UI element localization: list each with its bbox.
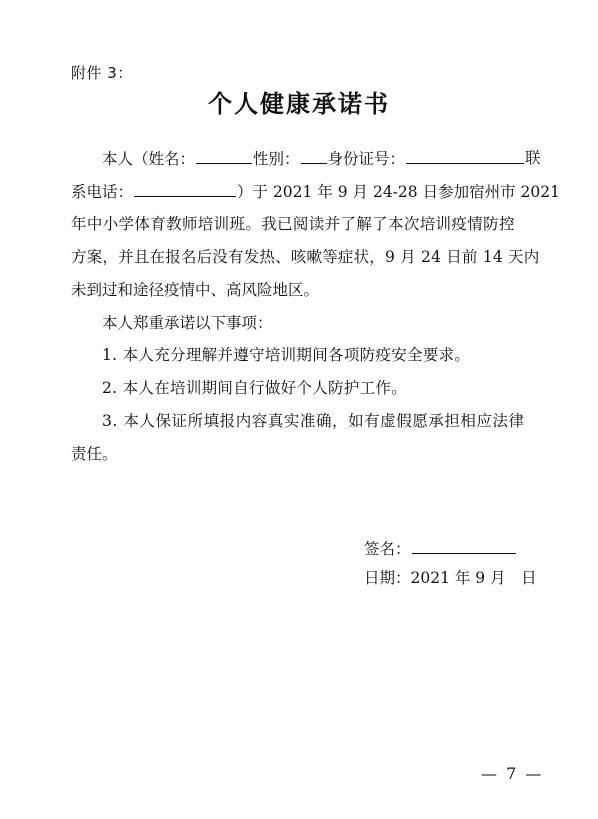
name-blank	[196, 148, 252, 164]
id-label: 身份证号：	[327, 150, 406, 168]
date-line: 日期：2021 年 9 月 日	[364, 569, 537, 587]
name-label: 本人（姓名：	[102, 150, 196, 168]
document-title: 个人健康承诺书	[208, 89, 390, 118]
page-number: — 7 —	[481, 764, 544, 783]
gender-label: 性别：	[253, 150, 300, 168]
body-line-4: 方案，并且在报名后没有发热、咳嗽等症状，9 月 24 日前 14 天内	[71, 248, 540, 266]
pledge-item-1: 1. 本人充分理解并遵守培训期间各项防疫安全要求。	[102, 346, 471, 364]
gender-blank	[301, 148, 327, 164]
phone-label: 系电话：	[71, 183, 134, 201]
signature-label: 签名：	[364, 540, 411, 558]
phone-label-start: 联	[525, 149, 541, 167]
body-line-5: 未到过和途径疫情中、高风险地区。	[71, 281, 320, 299]
body-line-3: 年中小学体育教师培训班。我已阅读并了解了本次培训疫情防控	[71, 215, 515, 233]
phone-blank	[134, 181, 236, 197]
line1-segment	[102, 148, 525, 169]
attachment-label: 附件 3：	[71, 64, 133, 82]
signature-row	[364, 538, 517, 559]
id-blank	[406, 148, 524, 164]
line2-text: ）于 2021 年 9 月 24-28 日参加宿州市 2021	[237, 183, 560, 201]
pledge-item-3-line-1: 3. 本人保证所填报内容真实准确，如有虚假愿承担相应法律	[102, 412, 525, 430]
pledge-item-2: 2. 本人在培训期间自行做好个人防护工作。	[102, 379, 408, 397]
pledge-item-3-line-2: 责任。	[71, 445, 118, 463]
pledge-intro: 本人郑重承诺以下事项：	[102, 314, 273, 332]
body-line-1	[102, 148, 541, 169]
body-line-2	[71, 181, 560, 202]
signature-blank	[412, 538, 516, 554]
